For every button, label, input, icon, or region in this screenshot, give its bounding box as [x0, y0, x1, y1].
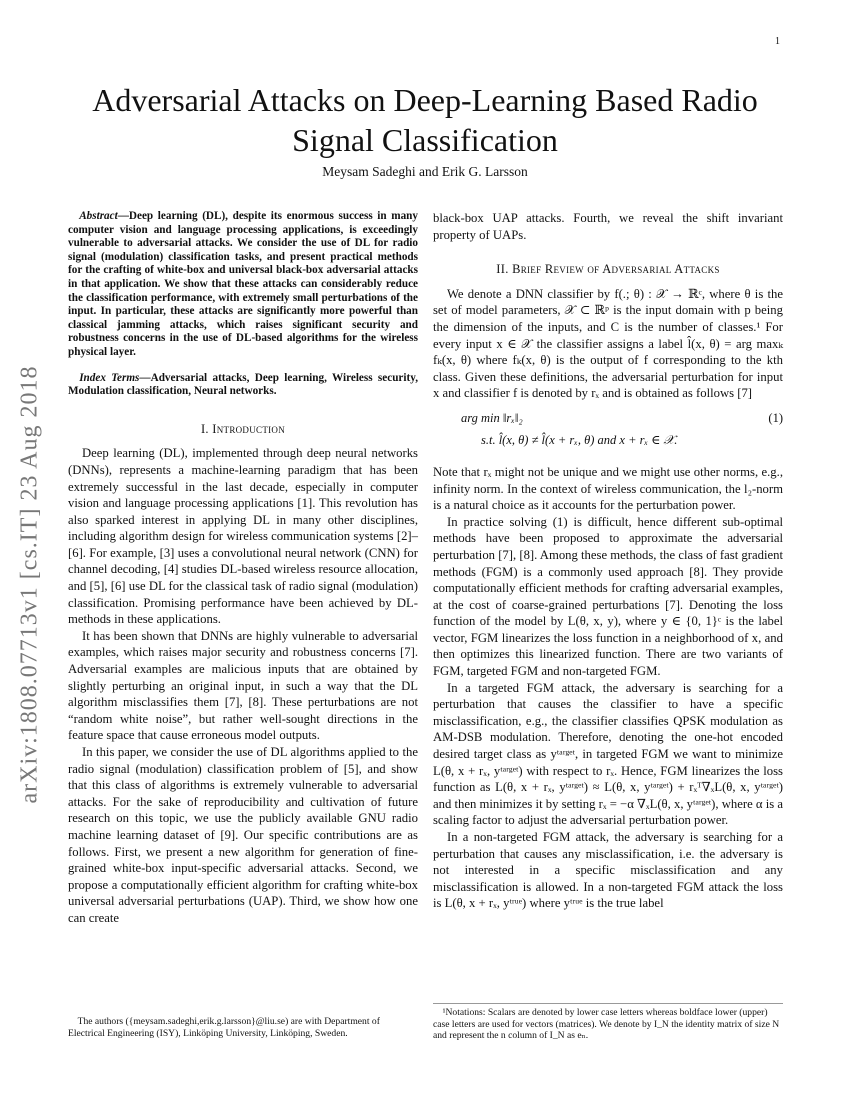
arxiv-identifier: arXiv:1808.07713v1 [cs.IT] 23 Aug 2018 — [16, 365, 43, 804]
paper-authors: Meysam Sadeghi and Erik G. Larsson — [322, 164, 528, 179]
contributions-end-paragraph: black-box UAP attacks. Fourth, we reveal the shift invariant property of UAPs. — [433, 211, 783, 242]
equation-number: (1) — [768, 410, 783, 425]
index-terms-label: Index Terms — [79, 371, 140, 384]
review-paragraph-1: We denote a DNN classifier by f(.; θ) : 𝒳 → ℝᶜ, where θ is the set of model parameters, 𝒳 ⊂ ℝᵖ is the input domain with p being the dimension of the inputs, and C is the number of classes.¹ For every input x ∈ 𝒳 the classifier assigns a label l̂(x, θ) = arg maxₖ fₖ(x, θ) where fₖ(x, θ) is the output of f corresponding to the kth class. Given these definitions, the adversarial perturbation for input x and classifier f is denoted by rₓ and is obtained as follows [7] — [433, 286, 783, 401]
section-heading-review: II. Brief Review of Adversarial Attacks — [496, 262, 720, 277]
author-affiliation-footnote: The authors ({meysam.sadeghi,erik.g.larsson}@liu.se) are with Department of Electrical Engineering (ISY), Linköping University, Linköping, Sweden. — [68, 1016, 380, 1039]
equation-1 — [433, 410, 783, 454]
page-number: 1 — [775, 36, 780, 47]
section-heading-introduction: I. Introduction — [200, 421, 286, 436]
left-column — [68, 210, 418, 927]
intro-paragraph-1: Deep learning (DL), implemented through deep neural networks (DNNs), represents a machine-learning paradigm that has been extremely successful in the last decade, especially in computer vision and language processing applications [1]. This revolution has also sparked interest in applying DL in many other disciplines, including algorithm design for wireless communication systems [2]–[6]. For example, [3] uses a convolutional neural network (CNN) for channel decoding, [4] studies DL-based wireless resource allocation, and [5], [6] use DL for the classical task of radio signal (modulation) classification. Promising performance have been achieved by DL-methods in these applications. — [68, 446, 418, 627]
abstract-label: Abstract — [79, 210, 118, 222]
paper-title: Adversarial Attacks on Deep-Learning Based Radio Signal Classification — [92, 82, 758, 158]
review-paragraph-5: In a non-targeted FGM attack, the adversary is searching for a perturbation that causes any misclassification, i.e. the adversary is not interested in a specific misclassification and any misclassification is allowed. In a non-targeted FGM attack the loss is L(θ, x + rₓ, yᵗʳᵘᵉ) where yᵗʳᵘᵉ is the true label — [433, 830, 783, 911]
index-terms — [68, 372, 418, 399]
review-paragraph-4: In a targeted FGM attack, the adversary is searching for a perturbation that causes the classifier to have a specific misclassification, e.g., the classifier classifies QPSK modulation as AM-DSB modulation. Therefore, denoting the one-hot encoded desired target class as yᵗᵃʳᵍᵉᵗ, in targeted FGM we want to minimize L(θ, x + rₓ, yᵗᵃʳᵍᵉᵗ) with respect to rₓ. Hence, FGM linearizes the loss function as L(θ, x + rₓ, yᵗᵃʳᵍᵉᵗ) ≈ L(θ, x, yᵗᵃʳᵍᵉᵗ) + rₓᵀ∇ₓL(θ, x, yᵗᵃʳᵍᵉᵗ) and then minimizes it by setting rₓ = −α ∇ₓL(θ, x, yᵗᵃʳᵍᵉᵗ), where α is a scaling factor to adjust the adversarial perturbation power. — [433, 680, 783, 828]
review-paragraph-2: Note that rₓ might not be unique and we might use other norms, e.g., infinity norm. In the context of wireless communication, the l₂-norm is a natural choice as it accounts for the perturbation power. — [433, 464, 783, 513]
index-terms-text: —Adversarial attacks, Deep learning, Wireless security, Modulation classification, Neural networks. — [68, 371, 418, 398]
right-column — [433, 210, 783, 912]
intro-paragraph-2: It has been shown that DNNs are highly vulnerable to adversarial examples, which raises major security and robustness concerns [7]. Adversarial examples are malicious inputs that are obtained by slightly perturbing an original input, in such a way that the DL algorithm misclassifies them [7], [8]. These perturbations are not “random white noise”, but rather well-sought directions in the feature space that cause erroneous model outputs. — [68, 628, 418, 743]
equation-constraint: s.t. l̂(x, θ) ≠ l̂(x + rₓ, θ) and x + rₓ ∈ 𝒳. — [481, 432, 678, 447]
review-paragraph-3: In practice solving (1) is difficult, hence different sub-optimal methods have been proposed to approximate the adversarial perturbation [7], [8]. Among these methods, the class of fast gradient methods (FGM) is a commonly used approach [8]. They provide computationally efficient methods for crafting adversarial examples, at the cost of coarse-grained perturbations [7]. Denoting the loss function of the model by L(θ, x, y), where y ∈ {0, 1}ᶜ is the label vector, FGM linearizes the loss function in a neighborhood of x, and then optimizes this linearized function. There are two variants of FGM, targeted FGM and non-targeted FGM. — [433, 514, 783, 679]
notation-footnote: ¹Notations: Scalars are denoted by lower case letters whereas boldface lower (upper) case letters are used for vectors (matrices). We denote by I_N the identity matrix of size N and represent the n column of I_N as eₙ. — [433, 1003, 783, 1042]
abstract — [68, 210, 418, 360]
intro-paragraph-3: In this paper, we consider the use of DL algorithms applied to the radio signal (modulation) classification problem of [5], and show that this class of algorithms is extremely vulnerable to adversarial attacks. For the sake of reproducibility and cultivation of future research on this topic, we use the publicly available GNU radio machine learning dataset of [9]. Our specific contributions are as follows. First, we present a new algorithm for generation of fine-grained white-box input-specific adversarial attacks. Second, we propose a computationally efficient algorithm for crafting white-box universal adversarial perturbations (UAP). Third, we show how one can create — [68, 745, 418, 925]
abstract-text: —Deep learning (DL), despite its enormous success in many computer vision and language processing applications, is exceedingly vulnerable to adversarial attacks. We consider the use of DL for radio signal (modulation) classification tasks, and present practical methods for the crafting of white-box and universal black-box adversarial attacks in that application. We show that these attacks can considerably reduce the classification performance, with extremely small perturbations of the input. In particular, these attacks are significantly more powerful than classical jamming attacks, which raises significant security and robustness concerns in the use of DL-based algorithms for the wireless physical layer. — [68, 210, 418, 358]
equation-objective: arg min ‖rₓ‖₂ — [461, 410, 523, 425]
